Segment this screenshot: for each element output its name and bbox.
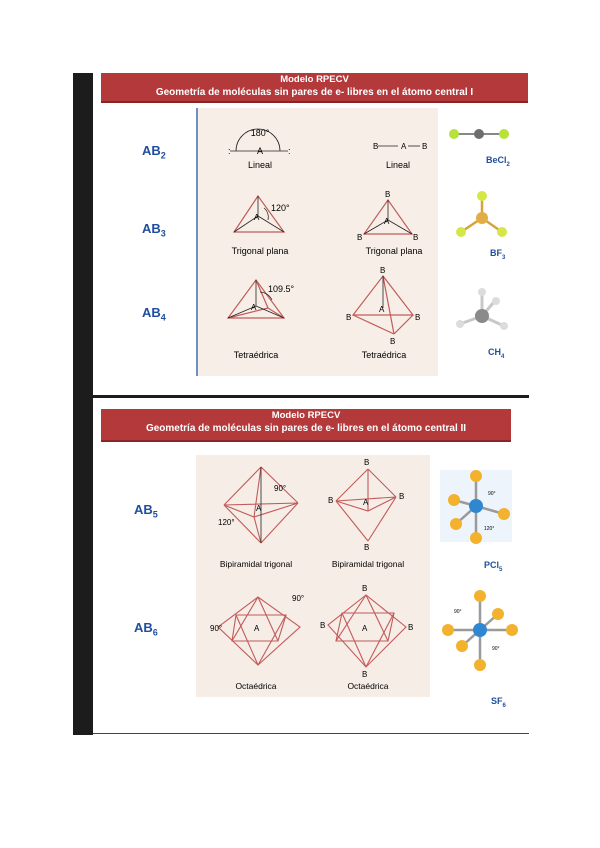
tbp2-edge — [368, 469, 396, 497]
molecule-bf3: $BF_3$ — [490, 248, 506, 261]
h-atom-icon — [456, 320, 464, 328]
angle-180-label: 180° — [250, 128, 270, 138]
tetra-left-edge3 — [268, 308, 284, 318]
oct-edge — [258, 615, 286, 665]
f-atom-icon — [442, 624, 454, 636]
atom-a-row2r: A — [384, 217, 390, 226]
b-atom-icon — [476, 212, 488, 224]
f-atom-icon — [506, 624, 518, 636]
lone-dots-l: : — [228, 146, 231, 156]
atom-a-r1: A — [401, 142, 407, 151]
atom-b-oct-c: B — [408, 623, 414, 632]
bottom-rule — [93, 733, 529, 734]
atom-b-r3d: B — [390, 337, 396, 346]
atom-b-tbp-d: B — [364, 543, 370, 552]
atom-a-oct2: A — [362, 624, 368, 633]
label-octa-left: Octaédrica — [235, 681, 277, 691]
geometry-diagrams-svg-2 — [196, 455, 430, 697]
f-atom-icon — [456, 640, 468, 652]
atom-b-oct-a: B — [362, 584, 368, 593]
atom-b-tbp-a: B — [364, 458, 370, 467]
pcl5-angle2-label: 120° — [484, 526, 495, 532]
atom-a-row3r: A — [379, 305, 385, 314]
atom-b-r1a: B — [373, 142, 379, 151]
angle-90-label-oct-b: 90° — [210, 624, 223, 633]
panel2-banner — [101, 409, 511, 442]
lone-dots-r: : — [288, 146, 291, 156]
atom-a-tbp: A — [256, 504, 262, 513]
atom-a-row1: A — [256, 146, 264, 156]
label-octa-right: Octaédrica — [347, 681, 389, 691]
geometry-diagrams-svg-1 — [198, 108, 438, 376]
atom-b-oct-b: B — [320, 621, 326, 630]
atom-b-r2b: B — [357, 233, 363, 242]
panel1-banner — [101, 73, 528, 103]
atom-b-tbp-c: B — [399, 492, 405, 501]
cl-atom-icon — [498, 508, 510, 520]
angle-120-label-tbp: 120° — [218, 518, 235, 527]
h-atom-icon — [500, 322, 508, 330]
geometry-diagram-panel2 — [196, 455, 430, 697]
be-atom-icon — [474, 129, 484, 139]
formula-ab6: $AB_6$ — [134, 620, 158, 638]
bond-tp-6 — [388, 220, 412, 234]
atom-b-r3a: B — [380, 266, 386, 275]
angle-90-label-tbp: 90° — [274, 484, 287, 493]
formula-ab5: $AB_5$ — [134, 502, 158, 520]
label-lineal-left: Lineal — [247, 160, 273, 170]
left-sidebar-bar — [73, 73, 93, 735]
cl-atom-icon — [449, 129, 459, 139]
atom-b-r2c: B — [413, 233, 419, 242]
panel1-title: Modelo RPECV — [280, 74, 349, 85]
h-atom-icon — [492, 297, 500, 305]
sf6-angle-label: 90° — [454, 609, 462, 615]
panel2-title: Modelo RPECV — [271, 410, 341, 421]
angle-120-label: 120° — [271, 203, 290, 213]
molecule-sf6: $SF_6$ — [491, 696, 506, 709]
tbp2-edge — [336, 501, 368, 541]
formula-ab3: $AB_3$ — [142, 221, 166, 239]
f-atom-icon — [497, 227, 507, 237]
atom-b-oct-d: B — [362, 670, 368, 679]
angle-1095-label: 109.5° — [268, 284, 295, 294]
cl-atom-icon — [470, 470, 482, 482]
tbp-edge — [224, 467, 261, 505]
panel2-subtitle: Geometría de moléculas sin pares de e- libres en el átomo central II — [145, 423, 467, 434]
label-trigonal-right: Trigonal plana — [365, 246, 423, 256]
tetra-right-edge3 — [394, 315, 413, 334]
molecule-models-2 — [440, 470, 525, 680]
tetra-right-edge — [383, 276, 394, 334]
label-tetra-right: Tetraédrica — [361, 350, 407, 360]
sf6-angle2-label: 90° — [492, 646, 500, 652]
molecule-becl2: BeCl$_2$ — [486, 155, 510, 168]
cl-atom-icon — [450, 518, 462, 530]
panel-divider — [93, 395, 529, 398]
cl-atom-icon — [499, 129, 509, 139]
tbp2-edge — [336, 469, 368, 501]
atom-b-r3c: B — [415, 313, 421, 322]
atom-b-tbp-b: B — [328, 496, 334, 505]
p-atom-icon — [469, 499, 483, 513]
label-lineal-right: Lineal — [385, 160, 411, 170]
cl-atom-icon — [470, 532, 482, 544]
tetra-right-edge2 — [353, 315, 394, 334]
panel1-subtitle: Geometría de moléculas sin pares de e- libres en el átomo central I — [155, 87, 474, 98]
geometry-diagram-panel1 — [196, 108, 438, 376]
f-atom-icon — [492, 608, 504, 620]
bond-tp-3 — [258, 216, 284, 232]
label-trigonal-left: Trigonal plana — [231, 246, 289, 256]
label-bipyramid-right: Bipiramidal trigonal — [331, 559, 405, 569]
label-tetra-left: Tetraédrica — [233, 350, 279, 360]
cl-atom-icon — [448, 494, 460, 506]
s-atom-icon — [473, 623, 487, 637]
pcl5-angle-label: 90° — [488, 491, 496, 497]
atom-b-r2a: B — [385, 190, 391, 199]
molecule-ch4: $CH_4$ — [488, 347, 505, 360]
atom-a-row3: A — [251, 303, 257, 312]
oct2-edge — [342, 613, 366, 667]
atom-a-oct: A — [254, 624, 260, 633]
oct2-edge — [366, 613, 394, 667]
c-atom-icon — [475, 309, 489, 323]
angle-90-label-oct-a: 90° — [292, 594, 305, 603]
molecule-pcl5: PCl$_5$ — [484, 560, 503, 573]
f-atom-icon — [474, 590, 486, 602]
h-atom-icon — [478, 288, 486, 296]
f-atom-icon — [456, 227, 466, 237]
f-atom-icon — [477, 191, 487, 201]
formula-ab4: $AB_4$ — [142, 305, 166, 323]
atom-b-r3b: B — [346, 313, 352, 322]
f-atom-icon — [474, 659, 486, 671]
formula-ab2: $AB_2$ — [142, 143, 166, 161]
atom-a-tbp2: A — [363, 498, 369, 507]
label-bipyramid-left: Bipiramidal trigonal — [219, 559, 293, 569]
oct2-edge — [366, 595, 388, 641]
atom-b-r1b: B — [422, 142, 428, 151]
oct-edge — [236, 615, 258, 665]
atom-a-row2: A — [254, 213, 260, 222]
